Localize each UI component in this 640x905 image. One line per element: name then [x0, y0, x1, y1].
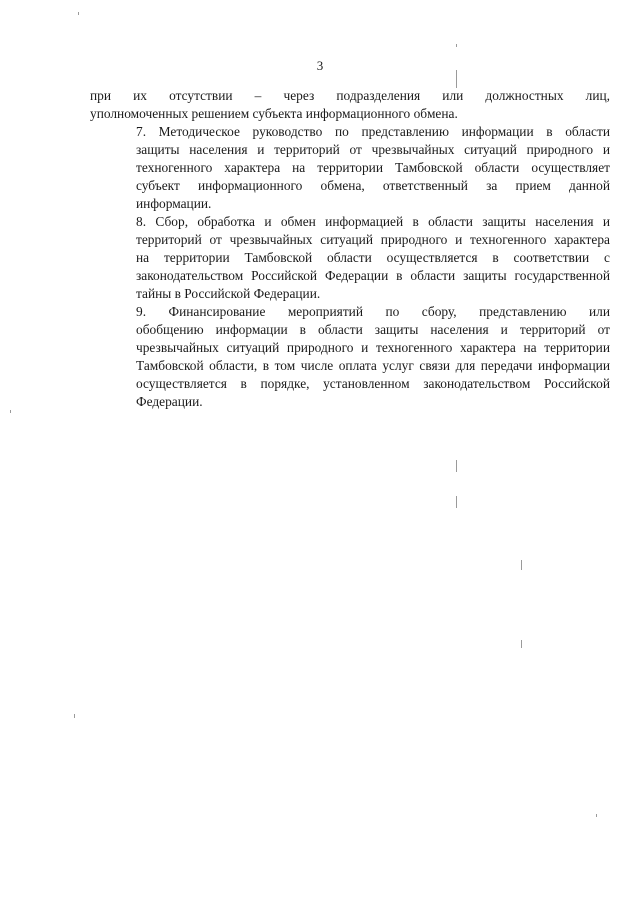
- scan-artifact: [521, 560, 522, 570]
- scan-artifact: [456, 496, 457, 508]
- scan-artifact: [74, 714, 75, 718]
- scan-artifact: [10, 410, 11, 413]
- text-line: обобщению информации в области защиты населения и территорий от: [136, 322, 610, 337]
- text-line: осуществляется в порядке, установленном законодательством Российской: [136, 376, 610, 391]
- text-line: 7. Методическое руководство по представлению информации в области: [136, 124, 610, 139]
- scan-artifact: [456, 44, 457, 47]
- paragraph-item-7: [90, 123, 610, 213]
- scan-artifact: [596, 814, 597, 817]
- paragraph-item-8: [90, 213, 610, 303]
- text-line: на территории Тамбовской области осуществляется в соответствии с: [136, 250, 610, 265]
- paragraph-continuation: [90, 87, 610, 123]
- text-line: уполномоченных решением субъекта информационного обмена.: [90, 106, 458, 121]
- text-line: техногенного характера на территории Тамбовской области осуществляет: [136, 160, 610, 175]
- text-line: тайны в Российской Федерации.: [136, 286, 321, 301]
- text-line: при их отсутствии – через подразделения или должностных лиц,: [90, 88, 610, 103]
- text-line: Тамбовской области, в том числе оплата услуг связи для передачи информации: [136, 358, 610, 373]
- text-line: чрезвычайных ситуаций природного и техногенного характера на территории: [136, 340, 610, 355]
- page-number: 3: [316, 58, 324, 73]
- scan-artifact: [78, 12, 79, 15]
- text-line: 9. Финансирование мероприятий по сбору, представлению или: [136, 304, 610, 319]
- text-line: защиты населения и территорий от чрезвычайных ситуаций природного и: [136, 142, 610, 157]
- paragraph-item-9: [90, 303, 610, 411]
- scan-artifact: [456, 460, 457, 472]
- text-line: 8. Сбор, обработка и обмен информацией в области защиты населения и: [136, 214, 610, 229]
- text-line: субъект информационного обмена, ответственный за прием данной: [136, 178, 610, 193]
- text-line: территорий от чрезвычайных ситуаций природного и техногенного характера: [136, 232, 610, 247]
- text-line: информации.: [136, 196, 212, 211]
- text-line: законодательством Российской Федерации в области защиты государственной: [136, 268, 610, 283]
- page-body: [90, 87, 610, 411]
- scan-artifact: [456, 70, 457, 88]
- text-line: Федерации.: [136, 394, 203, 409]
- scan-artifact: [521, 640, 522, 648]
